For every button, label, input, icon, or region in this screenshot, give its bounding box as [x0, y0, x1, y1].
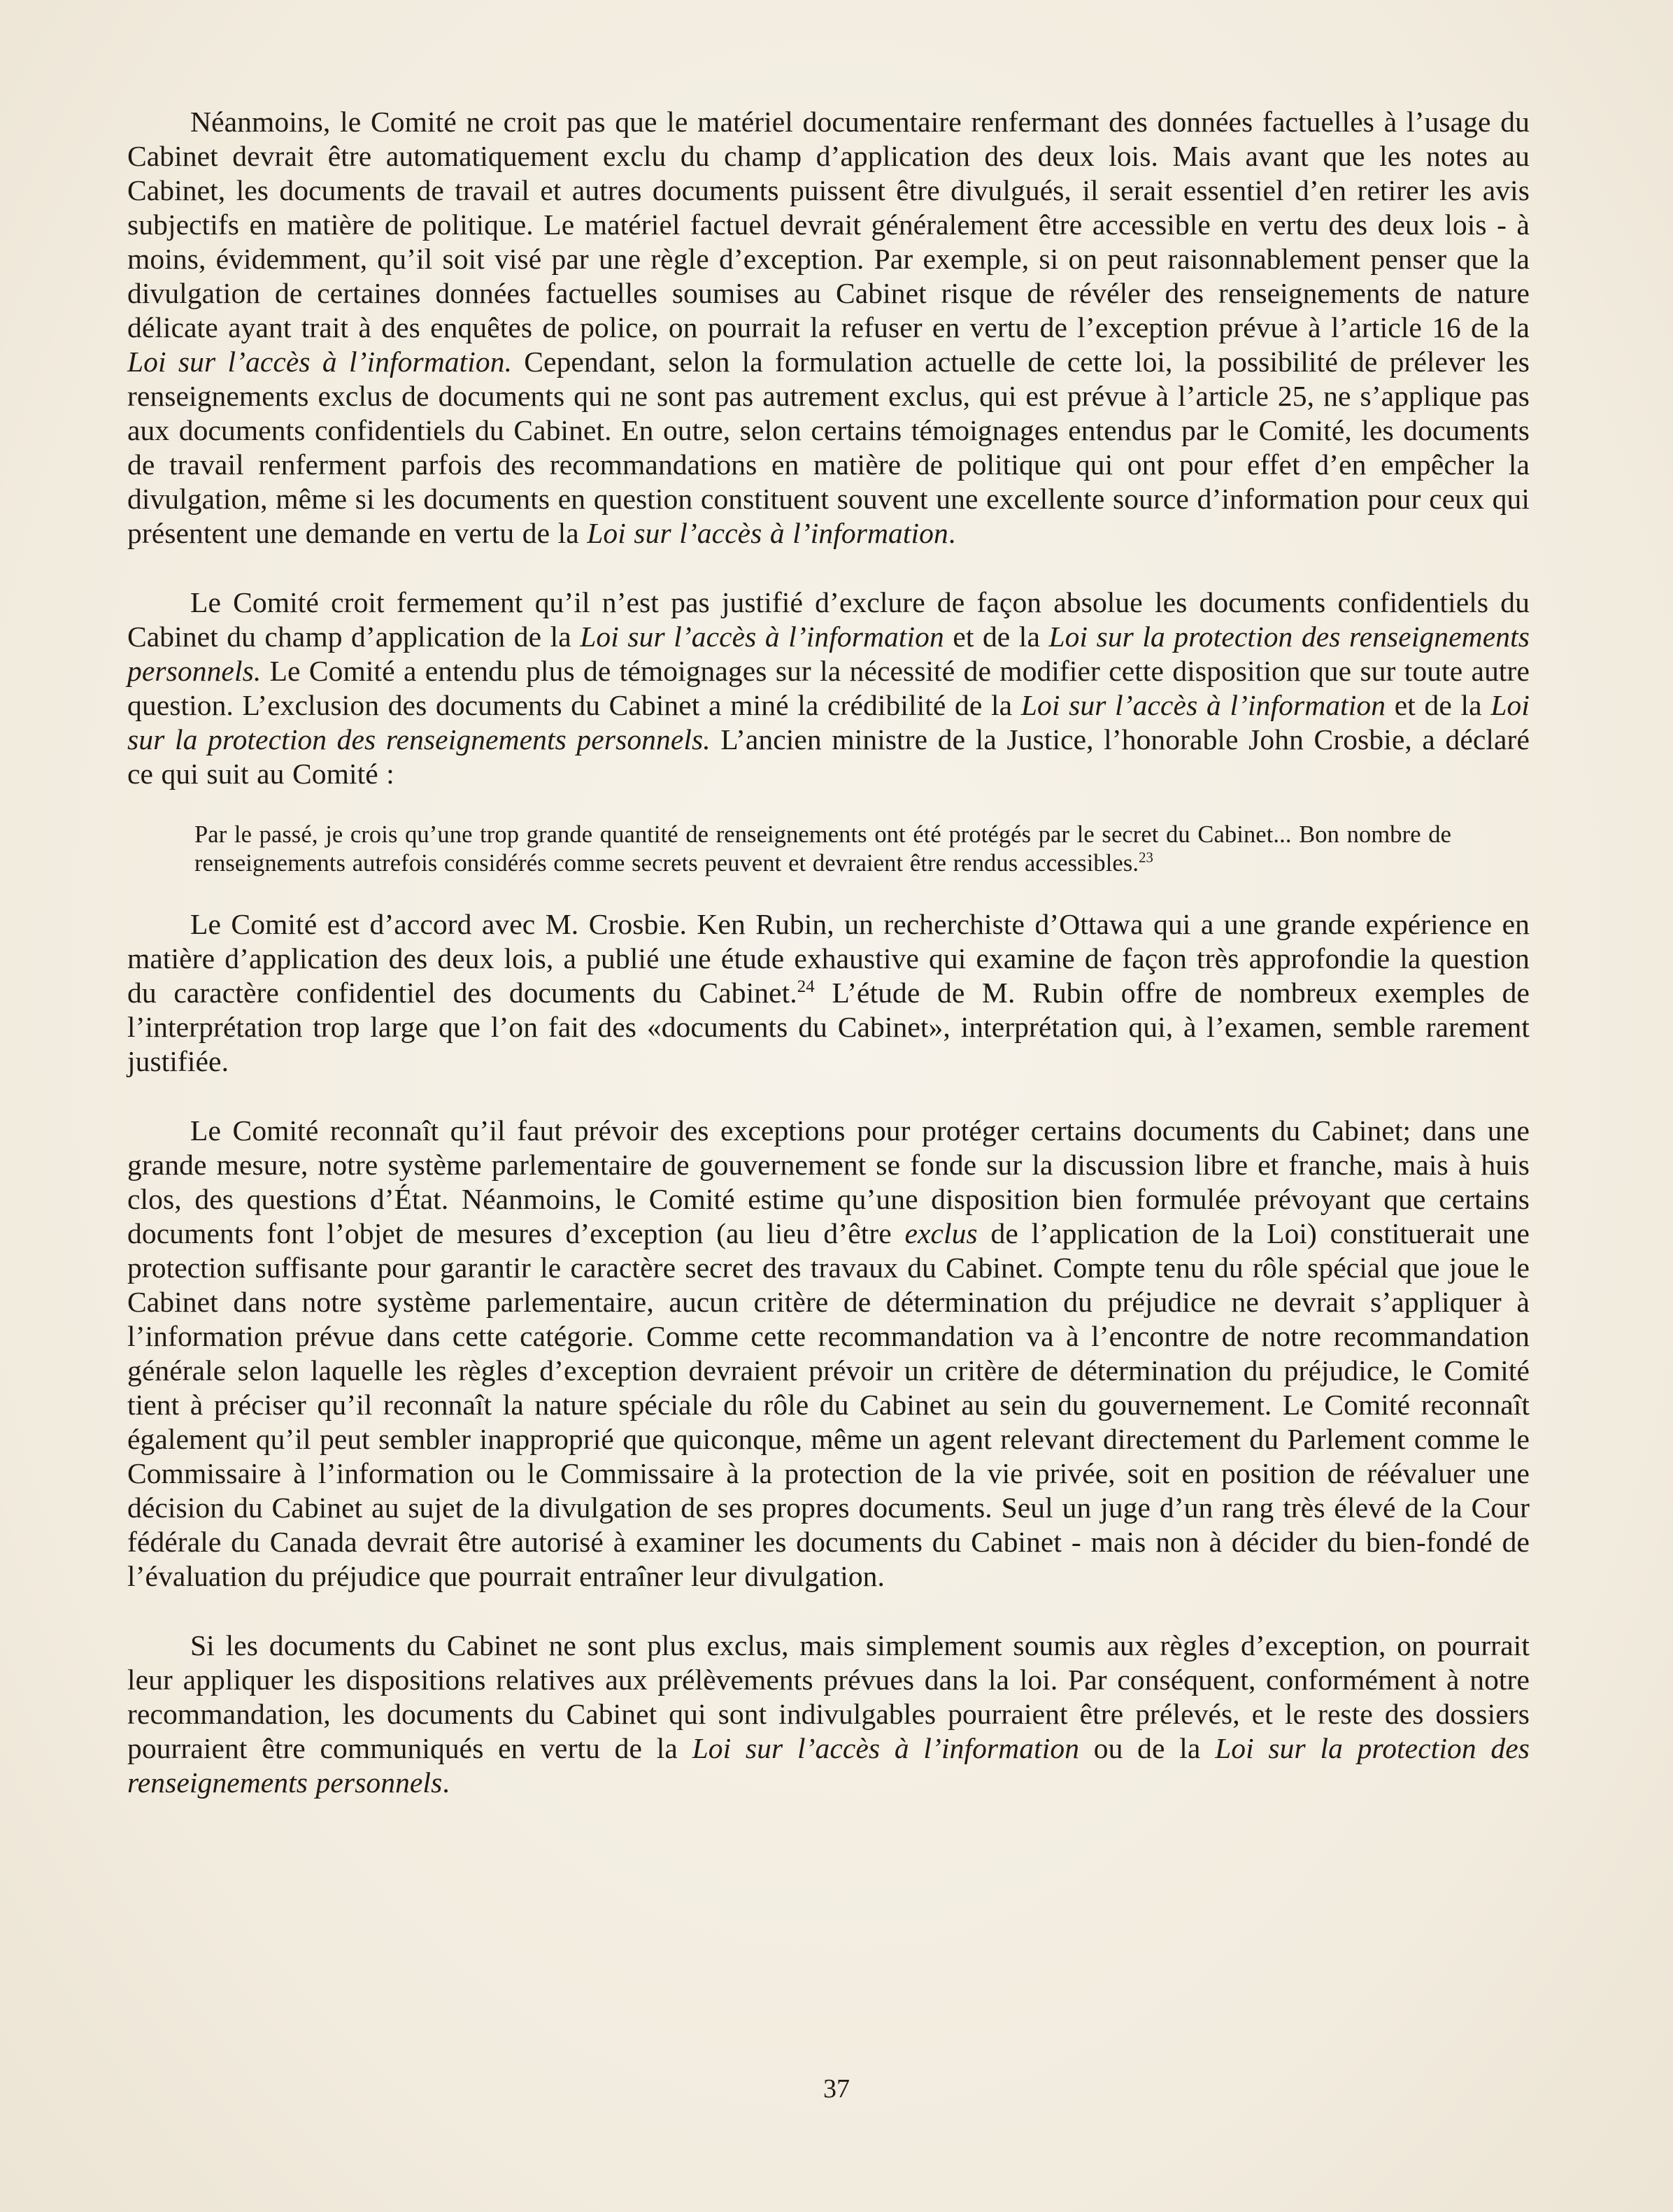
- page-number: 37: [823, 2074, 850, 2104]
- body-text: [127, 105, 1530, 1835]
- footnote-ref-23: 23: [1139, 850, 1153, 866]
- paragraph-3: Le Comité est d’accord avec M. Crosbie. Ken Rubin, un recherchiste d’Ottawa qui a une grande expérience en matière d’application des deux lois, a publié une étude exhaustive qui examine de façon très approfondie la question du caractère confidentiel des documents du Cabinet.$^{24}$ L’étude de M. Rubin offre de nombreux exemples de l’interprétation trop large que l’on fait des «documents du Cabinet», interprétation qui, à l’examen, semble rarement justifiée.: [127, 908, 1530, 1077]
- paragraph-2: Le Comité croit fermement qu’il n’est pas justifié d’exclure de façon absolue les documents confidentiels du Cabinet du champ d’application de la Loi sur l’accès à l’information et de la Loi sur la protection des renseignements personnels. Le Comité a entendu plus de témoignages sur la nécessité de modifier cette disposition que sur toute autre question. L’exclusion des documents du Cabinet a miné la crédibilité de la Loi sur l’accès à l’information et de la Loi sur la protection des renseignements personnels. L’ancien ministre de la Justice, l’honorable John Crosbie, a déclaré ce qui suit au Comité :: [127, 586, 1530, 790]
- paragraph-1: Néanmoins, le Comité ne croit pas que le matériel documentaire renfermant des données factuelles à l’usage du Cabinet devrait être automatiquement exclu du champ d’application des deux lois. Mais avant que les notes au Cabinet, les documents de travail et autres documents puissent être divulgués, il serait essentiel d’en retirer les avis subjectifs en matière de politique. Le matériel factuel devrait généralement être accessible en vertu des deux lois - à moins, évidemment, qu’il soit visé par une règle d’exception. Par exemple, si on peut raisonnablement penser que la divulgation de certaines données factuelles soumises au Cabinet risque de révéler des renseignements de nature délicate ayant trait à des enquêtes de police, on pourrait la refuser en vertu de l’exception prévue à l’article 16 de la Loi sur l’accès à l’information. Cependant, selon la formulation actuelle de cette loi, la possibilité de prélever les renseignements exclus de documents qui ne sont pas autrement exclus, qui est prévue à l’article 25, ne s’applique pas aux documents confidentiels du Cabinet. En outre, selon certains témoignages entendus par le Comité, les documents de travail renferment parfois des recommandations en matière de politique qui ont pour effet d’en empêcher la divulgation, même si les documents en question constituent souvent une excellente source d’information pour ceux qui présentent une demande en vertu de la Loi sur l’accès à l’information.: [127, 106, 1530, 549]
- footnote-ref-24: 24: [797, 977, 815, 997]
- paragraph-4: Le Comité reconnaît qu’il faut prévoir des exceptions pour protéger certains documents du Cabinet; dans une grande mesure, notre système parlementaire de gouvernement se fonde sur la discussion libre et franche, mais à huis clos, des questions d’État. Néanmoins, le Comité estime qu’une disposition bien formulée prévoyant que certains documents font l’objet de mesures d’exception (au lieu d’être exclus de l’application de la Loi) constituerait une protection suffisante pour garantir le caractère secret des travaux du Cabinet. Compte tenu du rôle spécial que joue le Cabinet dans notre système parlementaire, aucun critère de détermination du préjudice ne devrait s’appliquer à l’information prévue dans cette catégorie. Comme cette recommandation va à l’encontre de notre recommandation générale selon laquelle les règles d’exception devraient prévoir un critère de détermination du préjudice, le Comité tient à préciser qu’il reconnaît la nature spéciale du rôle du Cabinet au sein du gouvernement. Le Comité reconnaît également qu’il peut sembler inapproprié que quiconque, même un agent relevant directement du Parlement comme le Commissaire à l’information ou le Commissaire à la protection de la vie privée, soit en position de réévaluer une décision du Cabinet au sujet de la divulgation de ses propres documents. Seul un juge d’un rang très élevé de la Cour fédérale du Canada devrait être autorisé à examiner les documents du Cabinet - mais non à décider du bien-fondé de l’évaluation du préjudice que pourrait entraîner leur divulgation.: [127, 1114, 1530, 1592]
- paragraph-5: Si les documents du Cabinet ne sont plus exclus, mais simplement soumis aux règles d’exception, on pourrait leur appliquer les dispositions relatives aux prélèvements prévues dans la loi. Par conséquent, conformément à notre recommandation, les documents du Cabinet qui sont indivulgables pourraient être prélevés, et le reste des dossiers pourraient être communiqués en vertu de la Loi sur l’accès à l’information ou de la Loi sur la protection des renseignements personnels.: [127, 1629, 1530, 1799]
- block-quote: Par le passé, je crois qu’une trop grande quantité de renseignements ont été protégés par le secret du Cabinet... Bon nombre de renseignements autrefois considérés comme secrets peuvent et devraient être rendus accessibles.$^{23}$: [194, 821, 1451, 877]
